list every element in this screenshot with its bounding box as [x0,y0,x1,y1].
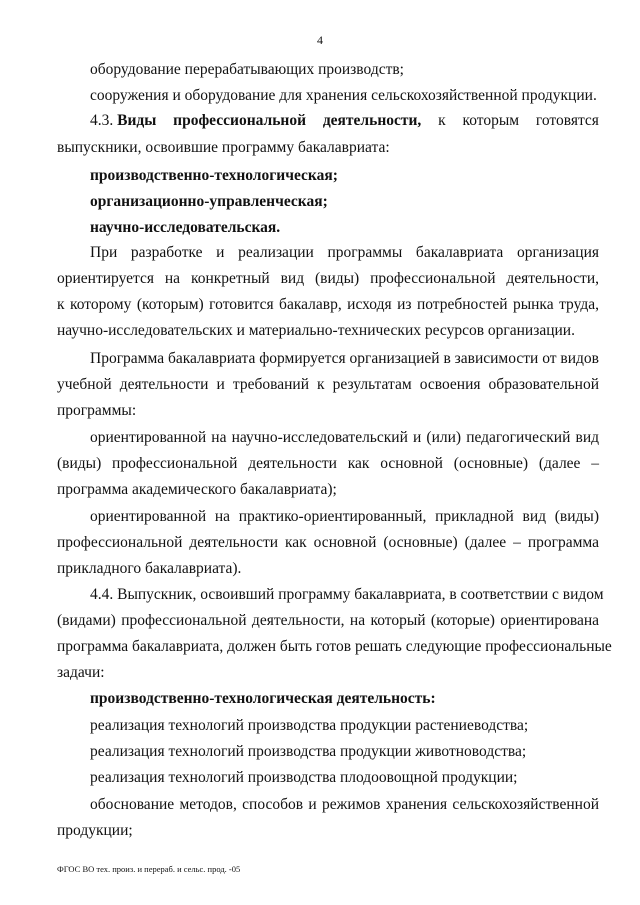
page-footer: ФГОС ВО тех. произ. и перераб. и сельс. прод. -05 [57,864,241,874]
activity-type-research: научно-исследовательская. [90,219,281,236]
heading-word: профессиональной [173,112,307,129]
paragraph-line: ориентируется на конкретный вид (виды) профессиональной деятельности, [57,270,599,287]
heading-word: готовятся [535,112,599,129]
section-subheading: производственно-технологическая деятельность: [90,690,436,707]
activity-type-production: производственно-технологическая; [90,167,338,184]
task-item: реализация технологий производства продукции растениеводства; [90,717,529,734]
paragraph-line: к которому (которым) готовится бакалавр, исходя из потребностей рынка труда, [57,296,599,313]
heading-word: Виды [117,112,157,129]
paragraph-line: ориентированной на научно-исследовательский и (или) педагогический вид [90,429,599,446]
heading-word: к [438,112,446,129]
text-line-graduates: выпускники, освоившие программу бакалавриата: [57,139,390,156]
section-number: 4.3. [90,112,114,129]
task-item: реализация технологий производства плодоовощной продукции; [90,769,518,786]
heading-word: деятельности, [322,112,422,129]
paragraph-line: При разработке и реализации программы бакалавриата организация [90,244,599,261]
text-line-storage: сооружения и оборудование для хранения сельскохозяйственной продукции. [90,87,597,104]
paragraph-line: программы: [57,402,137,419]
paragraph-line: Программа бакалавриата формируется организацией в зависимости от видов [90,350,599,367]
paragraph-line: программа академического бакалавриата); [57,481,337,498]
paragraph-line: научно-исследовательских и материально-технических ресурсов организации. [57,322,575,339]
paragraph-line: (видами) профессиональной деятельности, на который (которые) ориентирована [57,612,599,629]
task-item-continuation: продукции; [57,822,133,839]
activity-type-management: организационно-управленческая; [90,193,328,210]
text-line-equipment: оборудование перерабатывающих производств; [90,61,404,78]
paragraph-line: задачи: [57,664,105,681]
task-item: обоснование методов, способов и режимов хранения сельскохозяйственной [90,796,599,813]
paragraph-line: учебной деятельности и требований к результатам освоения образовательной [57,376,599,393]
paragraph-line: (виды) профессиональной деятельности как основной (основные) (далее – [57,455,599,472]
paragraph-line: профессиональной деятельности как основной (основные) (далее – программа [57,534,599,551]
paragraph-line: 4.4. Выпускник, освоивший программу бакалавриата, в соответствии с видом [90,586,604,603]
paragraph-line: ориентированной на практико-ориентированный, прикладной вид (виды) [90,508,599,525]
page-number: 4 [317,33,323,47]
heading-word: которым [462,112,520,129]
paragraph-line: прикладного бакалавриата). [57,560,242,577]
paragraph-line: программа бакалавриата, должен быть готов решать следующие профессиональные [57,638,612,655]
section-4-3-heading [90,111,599,131]
task-item: реализация технологий производства продукции животноводства; [90,743,527,760]
